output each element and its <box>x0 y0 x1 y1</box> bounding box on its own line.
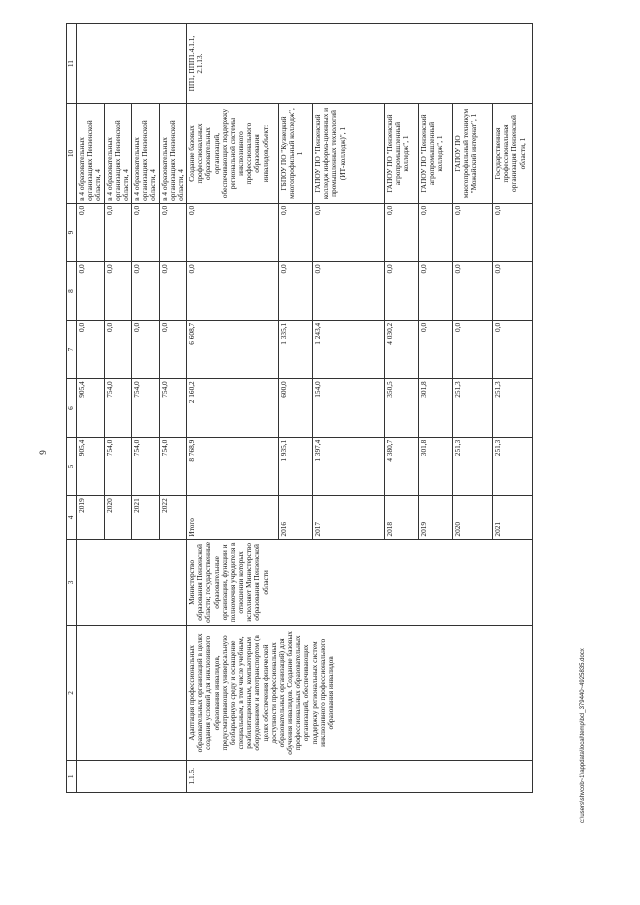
value-cell: 251,3 <box>493 379 533 437</box>
value-cell: 0,0 <box>419 262 453 320</box>
col-header: 3 <box>67 539 77 626</box>
value-cell: 1 397,4 <box>313 437 385 495</box>
col-header: 9 <box>67 203 77 261</box>
value-cell: 301,8 <box>419 379 453 437</box>
indicator-cell: ГАПОУ ПО многопрофильный техникум "Можайский интернат", 1 <box>453 104 493 204</box>
value-cell: 0,0 <box>313 262 385 320</box>
year-cell: 2016 <box>279 496 313 539</box>
section-number: 1.1.5. <box>187 760 533 792</box>
value-cell: 754,0 <box>159 379 187 437</box>
year-cell: 2021 <box>493 496 533 539</box>
col-header: 7 <box>67 320 77 378</box>
section-executor: Министерство образования Пензенской области; государственные образовательные организации, функции и полномочия учредителя в отношении которых исполняет Министерство образования Пензенской области <box>187 539 533 626</box>
value-cell: 0,0 <box>159 320 187 378</box>
col-header: 10 <box>67 104 77 204</box>
value-cell: 0,0 <box>132 262 160 320</box>
value-cell: 754,0 <box>104 437 132 495</box>
value-cell: 6 608,7 <box>187 320 279 378</box>
value-cell: 0,0 <box>279 262 313 320</box>
indicator-cell: ГБПОУ ПО "Кузнецкий многопрофильный колледж", 1 <box>279 104 313 204</box>
value-cell: 0,0 <box>104 320 132 378</box>
page-number: 9 <box>38 450 48 455</box>
year-cell: 2021 <box>132 496 160 539</box>
value-cell: 1 935,1 <box>279 437 313 495</box>
indicator-cell: ГАПОУ ПО "Пензенский агропромышленный колледж", 1 <box>385 104 419 204</box>
empty-cell <box>77 539 187 626</box>
value-cell: 0,0 <box>132 320 160 378</box>
value-cell: 0,0 <box>385 262 419 320</box>
col-header: 11 <box>67 24 77 104</box>
year-cell: 2019 <box>419 496 453 539</box>
empty-cell <box>77 24 187 104</box>
value-cell: 154,0 <box>313 379 385 437</box>
value-cell: 0,0 <box>132 203 160 261</box>
value-cell: 2 160,2 <box>187 379 279 437</box>
table-row <box>77 24 105 793</box>
value-cell: 4 380,7 <box>385 437 419 495</box>
value-cell: 1 335,1 <box>279 320 313 378</box>
year-cell: 2019 <box>77 496 105 539</box>
footer-file-path: c:\users\shvcob~1\appdata\local\temp\bcl_379440~4925835.docx <box>580 648 586 823</box>
col-header: 5 <box>67 437 77 495</box>
empty-cell <box>77 760 187 792</box>
year-cell: 2017 <box>313 496 385 539</box>
value-cell: 905,4 <box>77 437 105 495</box>
value-cell: 0,0 <box>493 320 533 378</box>
value-cell: 0,0 <box>187 203 279 261</box>
value-cell: 0,0 <box>104 262 132 320</box>
value-cell: 0,0 <box>279 203 313 261</box>
value-cell: 4 030,2 <box>385 320 419 378</box>
value-cell: 0,0 <box>385 203 419 261</box>
value-cell: 0,0 <box>77 262 105 320</box>
value-cell: 350,5 <box>385 379 419 437</box>
value-cell: 251,3 <box>453 379 493 437</box>
value-cell: 0,0 <box>419 203 453 261</box>
year-cell: 2020 <box>453 496 493 539</box>
value-cell: 0,0 <box>77 320 105 378</box>
value-cell: 0,0 <box>159 262 187 320</box>
value-cell: 0,0 <box>159 203 187 261</box>
section-code: ПП1, ППП1.4.1.1, 2.1.13. <box>187 24 533 104</box>
table-row <box>187 24 279 793</box>
value-cell: 754,0 <box>132 437 160 495</box>
indicator-cell: Государственная профессиональная организация Пензенской области, 1 <box>493 104 533 204</box>
year-cell: 2022 <box>159 496 187 539</box>
year-cell: Итого <box>187 496 279 539</box>
indicator-cell: в 4 образовательных организациях Пензенской области, 4 <box>77 104 105 204</box>
value-cell: 0,0 <box>187 262 279 320</box>
program-table <box>66 23 533 793</box>
value-cell: 0,0 <box>493 203 533 261</box>
value-cell: 251,3 <box>493 437 533 495</box>
col-header: 2 <box>67 626 77 760</box>
value-cell: 754,0 <box>104 379 132 437</box>
value-cell: 1 243,4 <box>313 320 385 378</box>
year-cell: 2018 <box>385 496 419 539</box>
value-cell: 8 768,9 <box>187 437 279 495</box>
value-cell: 0,0 <box>104 203 132 261</box>
indicator-cell: в 4 образовательных организациях Пензенской области, 4 <box>132 104 160 204</box>
value-cell: 301,8 <box>419 437 453 495</box>
year-cell: 2020 <box>104 496 132 539</box>
value-cell: 0,0 <box>77 203 105 261</box>
value-cell: 0,0 <box>313 203 385 261</box>
value-cell: 754,0 <box>159 437 187 495</box>
value-cell: 251,3 <box>453 437 493 495</box>
value-cell: 0,0 <box>453 203 493 261</box>
value-cell: 754,0 <box>132 379 160 437</box>
value-cell: 0,0 <box>419 320 453 378</box>
value-cell: 905,4 <box>77 379 105 437</box>
col-header: 6 <box>67 379 77 437</box>
column-number-row <box>67 24 77 793</box>
value-cell: 0,0 <box>493 262 533 320</box>
value-cell: 0,0 <box>453 320 493 378</box>
col-header: 4 <box>67 496 77 539</box>
col-header: 8 <box>67 262 77 320</box>
indicator-cell: в 4 образовательных организациях Пензенской области, 4 <box>104 104 132 204</box>
indicator-cell: ГАПОУ ПО "Пензенский колледж информа-ционных и промышленных технологий (ИТ-колледж)", 1 <box>313 104 385 204</box>
empty-cell <box>77 626 187 760</box>
section-description: Адаптация профессиональных образовательных организаций в целях создания условий для инклюзивного образования инвалидов, предусматривающих универсальную безбарьерную среду и оснащение специальным, в том числе учебным, реабилитационным, компьютерным оборудованием и автотранспортом (в целях обеспечения физической доступности профессиональных образовательных организаций) для обучения инвалидов. Создание базовых профессиональных образовательных организаций, обеспечивающих поддержку региональных систем инклюзивного профессионального образования инвалидов <box>187 626 533 760</box>
indicator-cell: в 4 образовательных организациях Пензенской области, 4 <box>159 104 187 204</box>
col-header: 1 <box>67 760 77 792</box>
value-cell: 600,0 <box>279 379 313 437</box>
indicator-cell: ГАПОУ ПО "Пензенский агропромышленный колледж", 1 <box>419 104 453 204</box>
indicator-cell: Создание базовых профессиональных образовательных организаций, обеспечивающих поддержку региональной системы инклюзивного профессионального образования инвалидов,объект: <box>187 104 279 204</box>
value-cell: 0,0 <box>453 262 493 320</box>
